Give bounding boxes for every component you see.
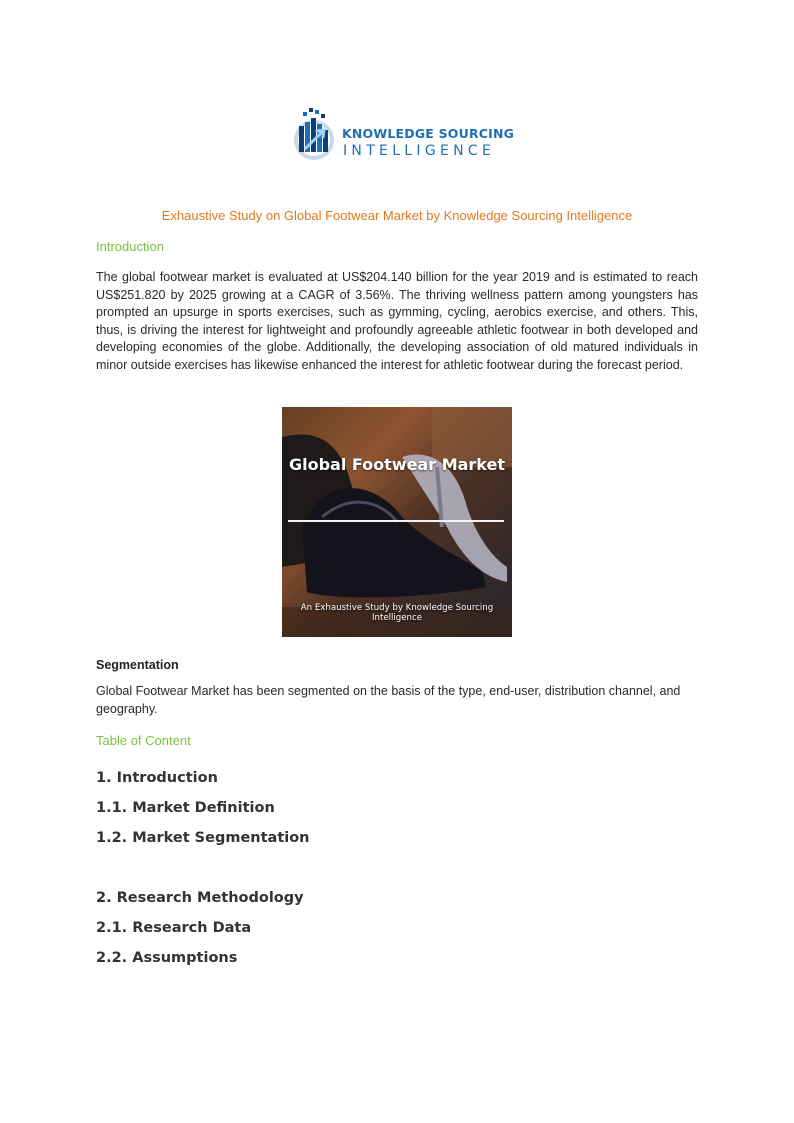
toc-item: 2.2. Assumptions (96, 950, 238, 966)
company-logo (290, 104, 515, 168)
intro-paragraph: The global footwear market is evaluated at US$204.140 billion for the year 2019 and is estimated to reach US$251.820 by 2025 growing at a CAGR of 3.56%. The thriving wellness pattern among youngsters has prompted an upsurge in sports exercises, such as gymming, cycling, aerobics exercise, and others. This, thus, is driving the interest for lightweight and profoundly agreeable athletic footwear in both developed and developing economies of the globe. Additionally, the developing association of old matured individuals in minor outside exercises has likewise enhanced the interest for athletic footwear during the forecast period. (96, 270, 698, 372)
segmentation-paragraph: Global Footwear Market has been segmented on the basis of the type, end-user, distribution channel, and geography. (96, 684, 681, 716)
toc-item: 1.2. Market Segmentation (96, 830, 310, 846)
toc-item: 1.1. Market Definition (96, 800, 275, 816)
cover-divider (288, 520, 504, 522)
toc-heading: Table of Content (96, 733, 191, 748)
logo-text-line2: INTELLIGENCE (343, 143, 496, 159)
toc-item: 2. Research Methodology (96, 890, 304, 906)
logo-text-line1: KNOWLEDGE SOURCING (342, 126, 515, 141)
intro-heading: Introduction (96, 239, 164, 254)
cover-image (282, 407, 512, 637)
cover-title: Global Footwear Market (288, 455, 506, 474)
document-title: Exhaustive Study on Global Footwear Market by Knowledge Sourcing Intelligence (161, 208, 633, 223)
toc-item: 2.1. Research Data (96, 920, 252, 936)
cover-subtitle: An Exhaustive Study by Knowledge Sourcing Intelligence (300, 603, 494, 623)
segmentation-heading: Segmentation (96, 658, 179, 672)
logo-mark-icon (290, 104, 342, 168)
toc-item: 1. Introduction (96, 770, 218, 786)
